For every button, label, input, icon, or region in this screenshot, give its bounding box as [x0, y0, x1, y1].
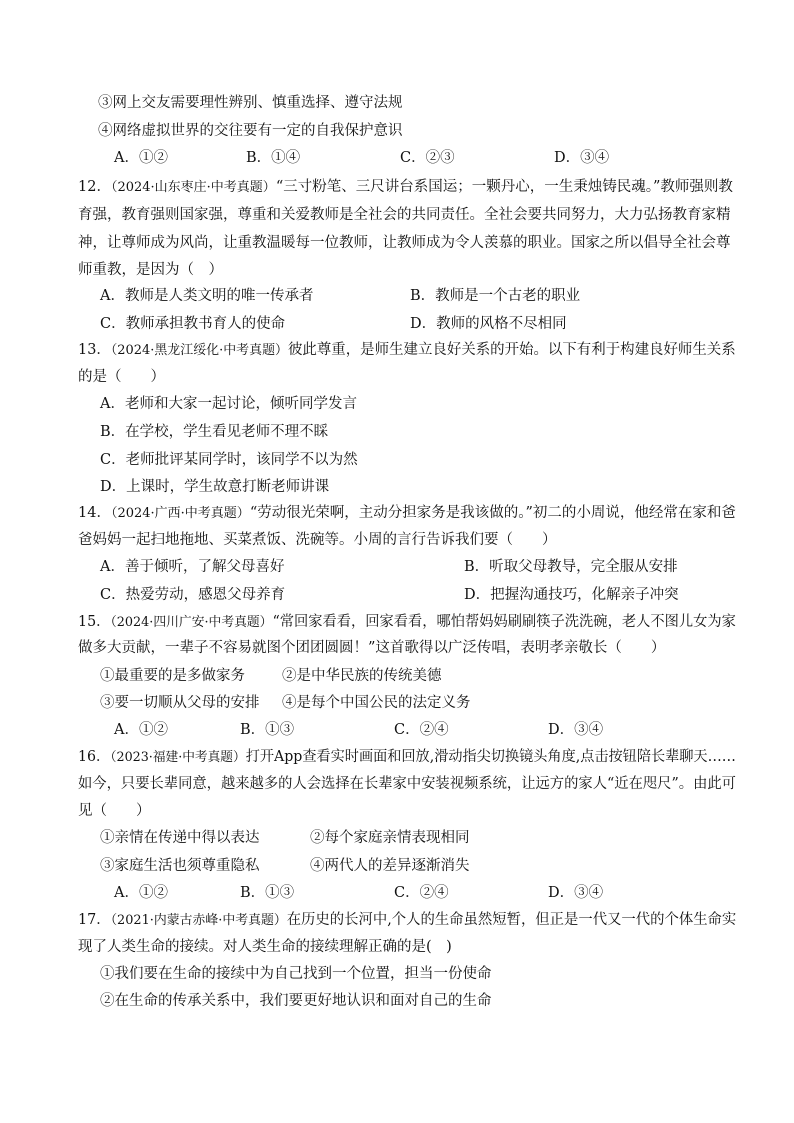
q15-first-line	[78, 612, 736, 633]
q16-option-b: B．①③	[240, 885, 295, 901]
q14-option-c: C．热爱劳动，感恩父母养育	[100, 587, 286, 603]
q12-option-b: B．教师是一个古老的职业	[410, 288, 581, 304]
q16-option-d: D．③④	[548, 885, 604, 901]
q16-option-a: A．①②	[114, 885, 168, 901]
q13-option-b: B．在学校，学生看见老师不理不睬	[100, 424, 329, 440]
q15-stem-2: 做多大贡献，一辈子不容易就图个团团圆圆！”这首歌得以广泛传唱，表明孝亲敬长（ ）	[78, 640, 666, 656]
q15-number: 15．	[78, 614, 111, 630]
q14-stem-2: 爸妈妈一起扫地拖地、买菜煮饭、洗碗等。小周的言行告诉我们要（ ）	[78, 532, 557, 548]
q13-option-d: D．上课时，学生故意打断老师讲课	[100, 479, 330, 495]
q12-option-c: C．教师承担教书育人的使命	[100, 316, 286, 332]
q13-option-c: C．老师批评某同学时，该同学不以为然	[100, 452, 358, 468]
q15-option-c: C．②④	[394, 722, 449, 738]
q16-item-1: ①亲情在传递中得以表达	[100, 830, 260, 846]
q16-source: （2023·福建·中考真题）	[110, 750, 246, 765]
q16-item-4: ④两代人的差异逐渐消失	[310, 858, 470, 874]
q14-option-d: D．把握沟通技巧，化解亲子冲突	[464, 587, 679, 603]
q16-number: 16．	[78, 749, 111, 765]
q13-option-a: A．老师和大家一起讨论，倾听同学发言	[100, 396, 357, 412]
q15-item-1: ①最重要的是多做家务	[100, 668, 245, 684]
q15-item-2: ②是中华民族的传统美德	[282, 668, 442, 684]
q15-item-4: ④是每个中国公民的法定义务	[282, 695, 471, 711]
q17-source: （2021·内蒙古赤峰·中考真题）	[110, 913, 287, 928]
q14-stem-1: “劳动很光荣啊，主动分担家务是我该做的。”初二的小周说，他经常在家和爸	[249, 505, 736, 521]
q14-first-line	[78, 503, 736, 524]
q12-source: （2024·山东枣庄·中考真题）	[110, 180, 276, 195]
q12-option-d: D．教师的风格不尽相同	[410, 316, 567, 332]
q11-item-4: ④网络虚拟世界的交往要有一定的自我保护意识	[98, 123, 403, 139]
q13-stem-1: 彼此尊重，是师生建立良好关系的开始。以下有利于构建良好师生关系	[287, 342, 736, 358]
q11-option-c: C．②③	[400, 150, 455, 166]
q17-item-2: ②在生命的传承关系中，我们要更好地认识和面对自己的生命	[100, 993, 492, 1009]
q12-stem-3: 神，让尊师成为风尚，让重教温暖每一位教师，让教师成为令人羡慕的职业。国家之所以倡导全社会尊	[78, 235, 731, 251]
q13-first-line	[78, 340, 736, 361]
q12-number: 12．	[78, 179, 111, 195]
q12-stem-2: 育强，教育强则国家强，尊重和关爱教师是全社会的共同责任。全社会要共同努力，大力弘扬教育家精	[78, 207, 731, 223]
q13-stem-2: 的是（ ）	[78, 369, 165, 385]
q15-option-d: D．③④	[548, 722, 604, 738]
q14-option-a: A．善于倾听，了解父母喜好	[100, 559, 285, 575]
q11-item-3: ③网上交友需要理性辨别、慎重选择、遵守法规	[98, 95, 403, 111]
q12-stem-1: “三寸粉笔、三尺讲台系国运；一颗丹心，一生秉烛铸民魂。”教师强则教	[275, 179, 733, 195]
q12-stem-4: 师重教，是因为（ ）	[78, 262, 223, 278]
q14-option-b: B．听取父母教导，完全服从安排	[464, 559, 678, 575]
q16-stem-1: 打开App查看实时画面和回放,滑动指尖切换镜头角度,点击按钮陪长辈聊天……	[245, 749, 736, 765]
q15-source: （2024·四川广安·中考真题）	[110, 615, 273, 630]
q16-first-line	[78, 747, 736, 768]
q16-stem-3: 见（ ）	[78, 803, 151, 819]
q15-item-3: ③要一切顺从父母的安排	[100, 695, 260, 711]
q11-option-d: D．③④	[554, 150, 610, 166]
q15-option-b: B．①③	[240, 722, 295, 738]
q17-stem-1: 在历史的长河中,个人的生命虽然短暂，但正是一代又一代的个体生命实	[286, 912, 737, 928]
q11-option-b: B．①④	[246, 150, 301, 166]
q16-option-c: C．②④	[394, 885, 449, 901]
q16-stem-2: 如今，只要长辈同意，越来越多的人会选择在长辈家中安装视频系统，让远方的家人“近在咫尺”。由此可	[78, 776, 736, 792]
q11-option-a: A．①②	[114, 150, 168, 166]
q12-first-line	[78, 177, 733, 198]
q15-option-a: A．①②	[114, 722, 168, 738]
q17-stem-2: 现了人类生命的接续。对人类生命的接续理解正确的是( )	[78, 939, 452, 955]
q14-source: （2024·广西·中考真题）	[110, 506, 250, 521]
q17-first-line	[78, 910, 736, 931]
q14-number: 14．	[78, 505, 111, 521]
q17-item-1: ①我们要在生命的接续中为自己找到一个位置，担当一份使命	[100, 966, 492, 982]
q16-item-2: ②每个家庭亲情表现相同	[310, 830, 470, 846]
q17-number: 17．	[78, 912, 111, 928]
q15-stem-1: “常回家看看，回家看看，哪怕帮妈妈刷刷筷子洗洗碗，老人不图儿女为家	[272, 614, 736, 630]
q16-item-3: ③家庭生活也须尊重隐私	[100, 858, 260, 874]
q13-source: （2024·黑龙江绥化·中考真题）	[110, 343, 288, 358]
q13-number: 13．	[78, 342, 111, 358]
q12-option-a: A．教师是人类文明的唯一传承者	[100, 288, 314, 304]
